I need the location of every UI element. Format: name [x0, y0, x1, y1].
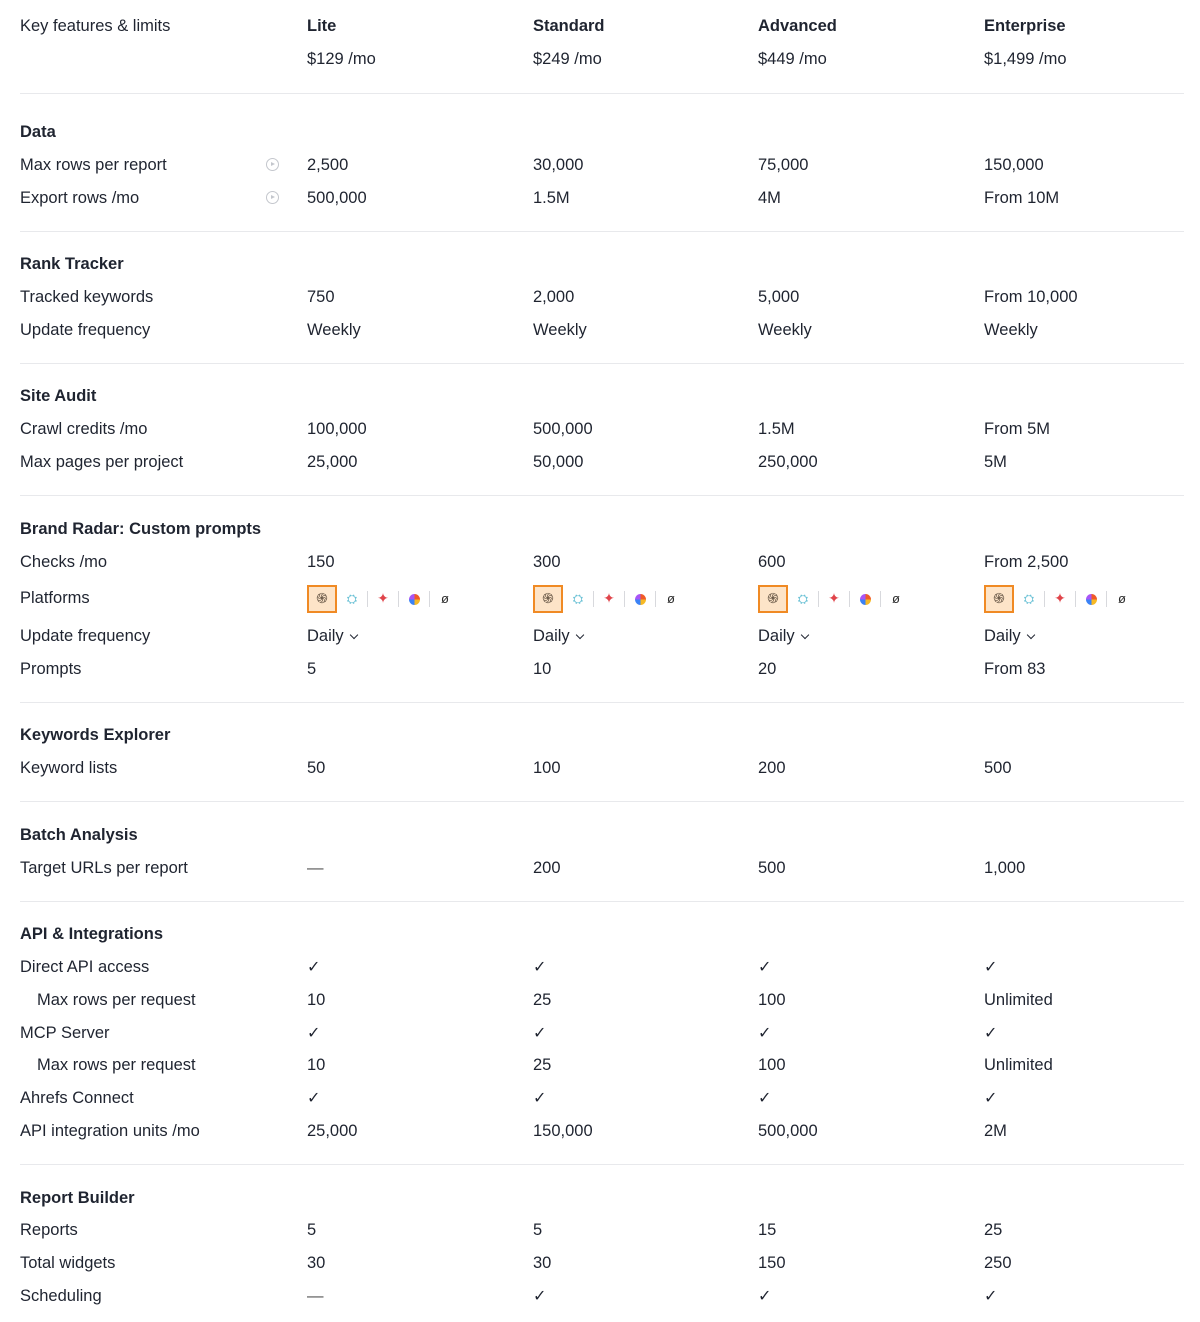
table-row	[0, 446, 1200, 479]
section-title-api: API & Integrations	[20, 925, 164, 943]
dropdown-value: Daily	[533, 627, 570, 645]
value-standard: 25	[533, 991, 552, 1009]
value-standard: 10	[533, 660, 552, 678]
frequency-dropdown-lite[interactable]	[307, 620, 357, 653]
value-enterprise: 250	[984, 1254, 1012, 1272]
value-lite: 100,000	[307, 420, 367, 438]
table-row	[0, 1247, 1200, 1280]
section-title-row	[0, 918, 1200, 951]
separator	[1106, 591, 1107, 607]
separator	[367, 591, 368, 607]
value-advanced: 150	[758, 1254, 786, 1272]
value-lite: —	[307, 1287, 324, 1305]
table-row	[0, 852, 1200, 885]
row-label: Export rows /mo	[20, 189, 140, 207]
frequency-dropdown-advanced[interactable]	[758, 620, 808, 653]
value-standard: 50,000	[533, 453, 584, 471]
row-label: Ahrefs Connect	[20, 1089, 134, 1107]
chevron-down-icon	[349, 631, 357, 639]
section-title-row	[0, 513, 1200, 546]
row-label: Direct API access	[20, 958, 150, 976]
platform-selector-standard	[533, 582, 683, 615]
perplexity-icon[interactable]: ⛭	[1023, 591, 1035, 606]
check-icon: ✓	[984, 1288, 998, 1305]
value-advanced: 200	[758, 759, 786, 777]
value-advanced: 4M	[758, 189, 781, 207]
frequency-dropdown-standard[interactable]	[533, 620, 583, 653]
copilot-icon[interactable]	[853, 582, 877, 615]
dropdown-value: Daily	[307, 627, 344, 645]
separator	[429, 591, 430, 607]
value-standard: 1.5M	[533, 189, 570, 207]
value-advanced: Weekly	[758, 321, 812, 339]
separator	[1075, 591, 1076, 607]
divider	[20, 231, 1184, 232]
perplexity-icon[interactable]: ⛭	[572, 591, 584, 606]
gemini-icon[interactable]: ✦	[603, 590, 615, 606]
perplexity-icon[interactable]: ⛭	[346, 591, 358, 606]
value-lite: Weekly	[307, 321, 361, 339]
value-lite: 25,000	[307, 453, 358, 471]
copilot-icon[interactable]	[402, 582, 426, 615]
table-row	[0, 281, 1200, 314]
section-title-row	[0, 1182, 1200, 1215]
row-label: Prompts	[20, 660, 82, 678]
section-title-rank-tracker: Rank Tracker	[20, 255, 124, 273]
check-icon: ✓	[758, 959, 772, 976]
grok-icon[interactable]: ø	[667, 591, 675, 606]
separator	[818, 591, 819, 607]
dropdown-value: Daily	[984, 627, 1021, 645]
separator	[849, 591, 850, 607]
divider	[20, 901, 1184, 902]
table-row	[0, 546, 1200, 579]
value-standard: Weekly	[533, 321, 587, 339]
grok-icon[interactable]: ø	[441, 591, 449, 606]
value-enterprise: 2M	[984, 1122, 1007, 1140]
row-label: Checks /mo	[20, 553, 108, 571]
separator	[880, 591, 881, 607]
value-advanced: 75,000	[758, 156, 809, 174]
separator	[624, 591, 625, 607]
frequency-dropdown-enterprise[interactable]	[984, 620, 1034, 653]
plan-header-row	[0, 10, 1200, 43]
row-label: Keyword lists	[20, 759, 118, 777]
gemini-icon[interactable]: ✦	[1054, 590, 1066, 606]
value-standard: 200	[533, 859, 561, 877]
value-standard: 2,000	[533, 288, 575, 306]
section-title-site-audit: Site Audit	[20, 387, 97, 405]
platform-selector-advanced	[758, 582, 908, 615]
check-icon: ✓	[758, 1090, 772, 1107]
section-title-data: Data	[20, 123, 56, 141]
table-row	[0, 1049, 1200, 1082]
value-advanced: 100	[758, 991, 786, 1009]
value-advanced: 500	[758, 859, 786, 877]
play-info-icon[interactable]	[266, 191, 279, 204]
table-row	[0, 653, 1200, 686]
plan-name-enterprise: Enterprise	[984, 17, 1066, 35]
divider	[20, 801, 1184, 802]
grok-icon[interactable]: ø	[892, 591, 900, 606]
value-lite: 5	[307, 1221, 317, 1239]
value-lite: 10	[307, 1056, 326, 1074]
row-label: Max rows per report	[20, 156, 167, 174]
value-enterprise: From 83	[984, 660, 1046, 678]
value-enterprise: 5M	[984, 453, 1007, 471]
separator	[398, 591, 399, 607]
plan-price-enterprise: $1,499 /mo	[984, 50, 1067, 68]
row-label: Max rows per request	[37, 991, 196, 1009]
value-lite: 500,000	[307, 189, 367, 207]
section-title-row	[0, 380, 1200, 413]
section-title-row	[0, 819, 1200, 852]
value-advanced: 100	[758, 1056, 786, 1074]
value-enterprise: Unlimited	[984, 1056, 1053, 1074]
value-lite: 10	[307, 991, 326, 1009]
value-advanced: 500,000	[758, 1122, 818, 1140]
value-lite: 750	[307, 288, 335, 306]
value-enterprise: 1,000	[984, 859, 1026, 877]
check-icon: ✓	[533, 1090, 547, 1107]
value-lite: —	[307, 859, 324, 877]
table-row	[0, 1214, 1200, 1247]
check-icon: ✓	[307, 1090, 321, 1107]
plan-name-lite: Lite	[307, 17, 337, 35]
check-icon: ✓	[533, 1288, 547, 1305]
chevron-down-icon	[800, 631, 808, 639]
row-label: Tracked keywords	[20, 288, 154, 306]
row-label: Max rows per request	[37, 1056, 196, 1074]
copilot-icon[interactable]	[628, 582, 652, 615]
value-advanced: 1.5M	[758, 420, 795, 438]
value-enterprise: From 10M	[984, 189, 1060, 207]
table-row	[0, 149, 1200, 182]
check-icon: ✓	[758, 1288, 772, 1305]
chatgpt-icon[interactable]: ֍	[307, 585, 337, 613]
value-lite: 30	[307, 1254, 326, 1272]
perplexity-icon[interactable]: ⛭	[797, 591, 809, 606]
section-title-batch-analysis: Batch Analysis	[20, 826, 138, 844]
value-standard: 300	[533, 553, 561, 571]
table-row	[0, 314, 1200, 347]
section-title-brand-radar: Brand Radar: Custom prompts	[20, 520, 262, 538]
row-label: Update frequency	[20, 627, 151, 645]
value-standard: 150,000	[533, 1122, 593, 1140]
section-title-keywords-explorer: Keywords Explorer	[20, 726, 171, 744]
section-title-row	[0, 719, 1200, 752]
copilot-icon[interactable]	[1079, 582, 1103, 615]
value-lite: 150	[307, 553, 335, 571]
table-row	[0, 413, 1200, 446]
row-label: Crawl credits /mo	[20, 420, 148, 438]
table-row	[0, 1280, 1200, 1313]
plan-price-row	[0, 43, 1200, 76]
value-advanced: 5,000	[758, 288, 800, 306]
plan-price-standard: $249 /mo	[533, 50, 602, 68]
table-row	[0, 620, 1200, 653]
value-standard: 30,000	[533, 156, 584, 174]
plan-name-advanced: Advanced	[758, 17, 837, 35]
value-advanced: 20	[758, 660, 777, 678]
play-info-icon[interactable]	[266, 158, 279, 171]
value-lite: 50	[307, 759, 326, 777]
value-advanced: 15	[758, 1221, 777, 1239]
table-row	[0, 984, 1200, 1017]
value-enterprise: Unlimited	[984, 991, 1053, 1009]
value-enterprise: Weekly	[984, 321, 1038, 339]
divider	[20, 702, 1184, 703]
value-lite: 5	[307, 660, 317, 678]
platform-selector-enterprise	[984, 582, 1134, 615]
plan-price-advanced: $449 /mo	[758, 50, 827, 68]
divider	[20, 363, 1184, 364]
check-icon: ✓	[984, 1090, 998, 1107]
row-label: Scheduling	[20, 1287, 102, 1305]
check-icon: ✓	[984, 1025, 998, 1042]
chatgpt-icon[interactable]: ֍	[984, 585, 1014, 613]
value-standard: 30	[533, 1254, 552, 1272]
gemini-icon[interactable]: ✦	[828, 590, 840, 606]
check-icon: ✓	[758, 1025, 772, 1042]
value-enterprise: 25	[984, 1221, 1003, 1239]
row-label: Target URLs per report	[20, 859, 188, 877]
separator	[593, 591, 594, 607]
table-row	[0, 752, 1200, 785]
row-label: Total widgets	[20, 1254, 116, 1272]
plan-price-lite: $129 /mo	[307, 50, 376, 68]
value-enterprise: From 10,000	[984, 288, 1078, 306]
value-advanced: 600	[758, 553, 786, 571]
row-label: Platforms	[20, 589, 90, 607]
chevron-down-icon	[1026, 631, 1034, 639]
chevron-down-icon	[575, 631, 583, 639]
gemini-icon[interactable]: ✦	[377, 590, 389, 606]
dropdown-value: Daily	[758, 627, 795, 645]
section-title-row	[0, 248, 1200, 281]
value-lite: 25,000	[307, 1122, 358, 1140]
check-icon: ✓	[533, 1025, 547, 1042]
platform-selector-lite	[307, 582, 457, 615]
platforms-row	[0, 582, 1200, 615]
check-icon: ✓	[984, 959, 998, 976]
table-row	[0, 182, 1200, 215]
value-advanced: 250,000	[758, 453, 818, 471]
table-row	[0, 1115, 1200, 1148]
value-standard: 25	[533, 1056, 552, 1074]
chatgpt-icon[interactable]: ֍	[758, 585, 788, 613]
table-row	[0, 1082, 1200, 1115]
value-standard: 100	[533, 759, 561, 777]
divider	[20, 1164, 1184, 1165]
grok-icon[interactable]: ø	[1118, 591, 1126, 606]
row-label: API integration units /mo	[20, 1122, 200, 1140]
divider	[20, 495, 1184, 496]
separator	[1044, 591, 1045, 607]
value-standard: 500,000	[533, 420, 593, 438]
table-row	[0, 951, 1200, 984]
value-standard: 5	[533, 1221, 543, 1239]
value-enterprise: From 2,500	[984, 553, 1069, 571]
row-label: MCP Server	[20, 1024, 110, 1042]
separator	[655, 591, 656, 607]
check-icon: ✓	[307, 1025, 321, 1042]
check-icon: ✓	[307, 959, 321, 976]
value-enterprise: 500	[984, 759, 1012, 777]
row-label: Reports	[20, 1221, 78, 1239]
check-icon: ✓	[533, 959, 547, 976]
section-title-report-builder: Report Builder	[20, 1189, 135, 1207]
chatgpt-icon[interactable]: ֍	[533, 585, 563, 613]
value-enterprise: From 5M	[984, 420, 1050, 438]
row-label: Max pages per project	[20, 453, 184, 471]
table-heading: Key features & limits	[20, 17, 171, 35]
value-lite: 2,500	[307, 156, 349, 174]
table-row	[0, 1017, 1200, 1050]
section-title-row	[0, 116, 1200, 149]
divider	[20, 93, 1184, 94]
row-label: Update frequency	[20, 321, 151, 339]
plan-name-standard: Standard	[533, 17, 605, 35]
value-enterprise: 150,000	[984, 156, 1044, 174]
